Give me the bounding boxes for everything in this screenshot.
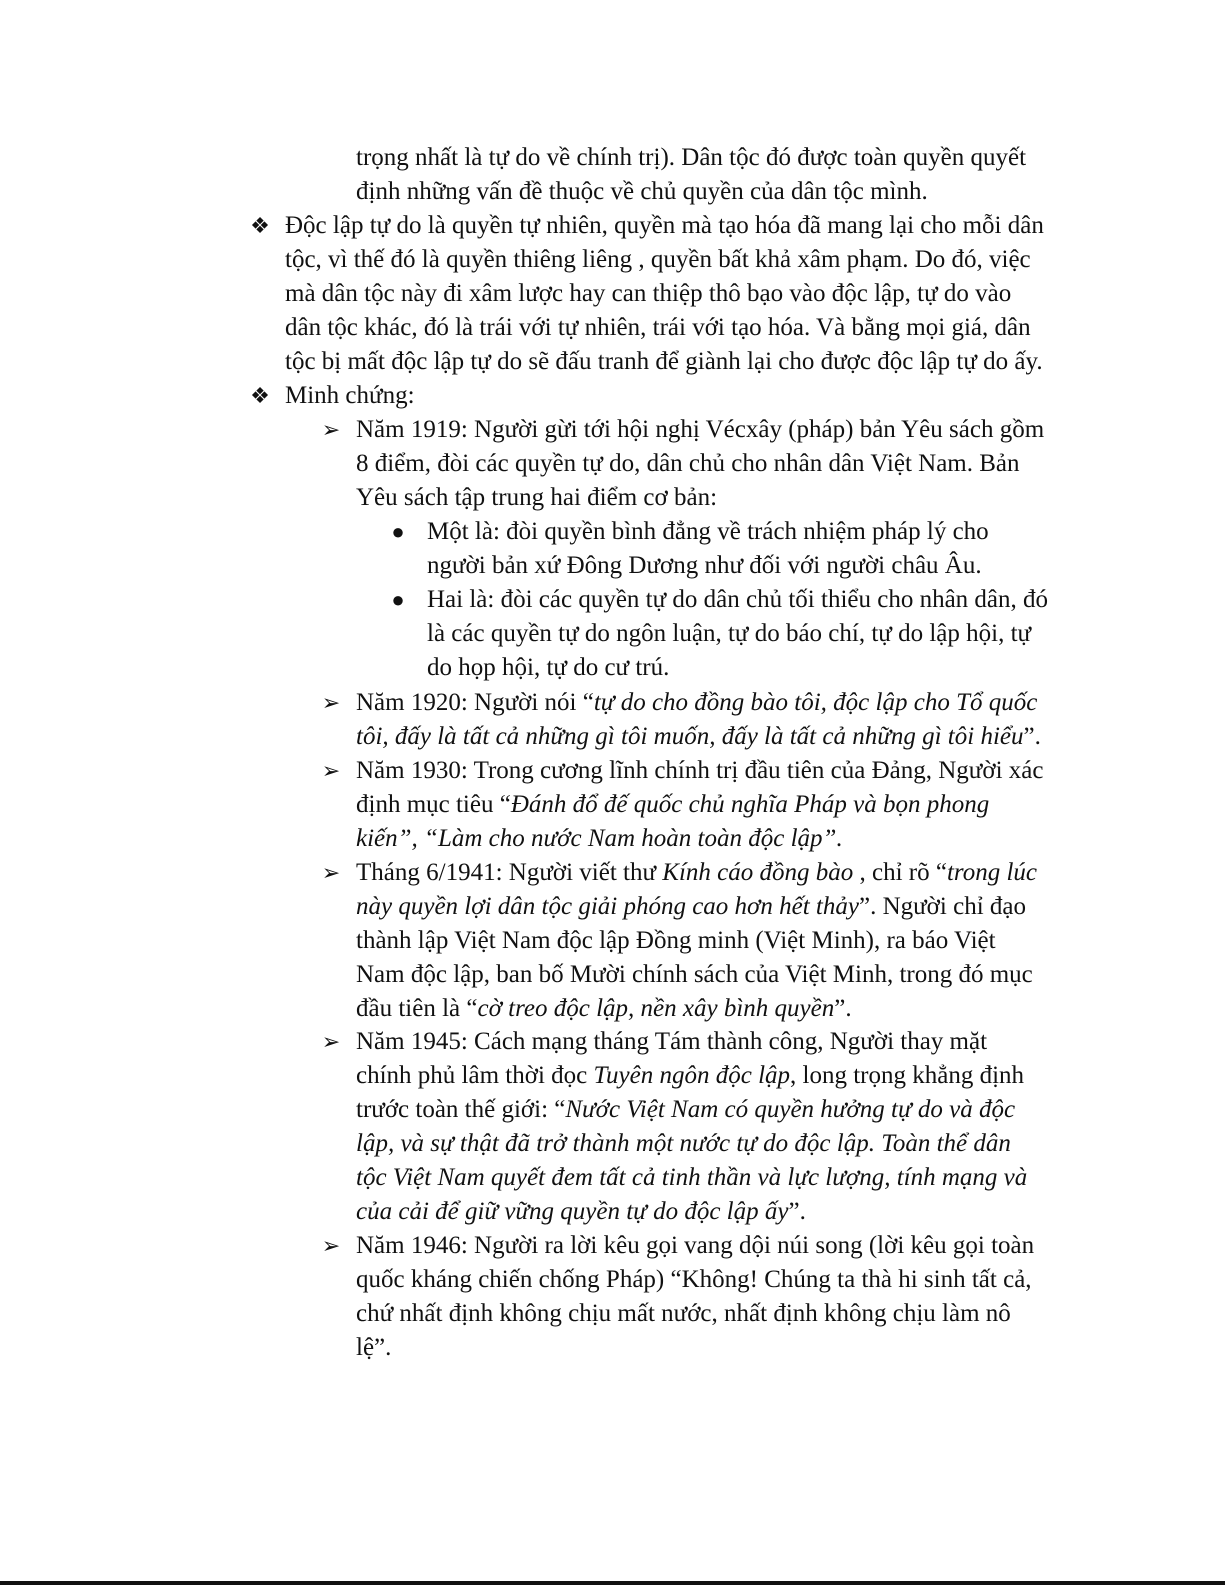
item-1941-text: đầu tiên là “ [356, 995, 478, 1022]
item-1941-text: , chỉ rõ “ [853, 859, 947, 886]
sub-item-2-line-3: do họp hội, tự do cư trú. [427, 654, 670, 681]
item-1945-line-5: tộc Việt Nam quyết đem tất cả tinh thần và lực lượng, tính mạng và [356, 1164, 1028, 1191]
item-1945-line-1: Năm 1945: Cách mạng tháng Tám thành công, Người thay mặt [356, 1028, 988, 1055]
item-1945-text: trước toàn thế giới: “ [356, 1096, 566, 1123]
item-1920-line-2 [356, 720, 1041, 754]
item-1941-line-2 [356, 890, 1026, 924]
item-1930-line-2 [356, 788, 989, 822]
item-1945-title: Tuyên ngôn độc lập [593, 1062, 791, 1089]
item-1919-line-2: 8 điểm, đòi các quyền tự do, dân chủ cho nhân dân Việt Nam. Bản [356, 450, 1020, 477]
item-1941-line-1 [356, 856, 1037, 890]
dot-bullet-icon: ● [391, 519, 405, 544]
item-1941-line-5 [356, 992, 852, 1026]
item-1945-text: chính phủ lâm thời đọc [356, 1062, 594, 1089]
diamond-bullet-icon: ❖ [250, 383, 270, 408]
bullet-1-line-3: mà dân tộc này đi xâm lược hay can thiệp thô bạo vào độc lập, tự do vào [285, 280, 1012, 307]
sub-item-1-line-2: người bản xứ Đông Dương như đối với người châu Âu. [427, 552, 982, 579]
arrow-bullet-icon: ➢ [321, 1233, 341, 1258]
item-1945-line-6 [356, 1195, 806, 1229]
item-1920-quote: tự do cho đồng bào tôi, độc lập cho Tổ quốc [593, 689, 1038, 716]
item-1920-line-1 [356, 686, 1037, 720]
diamond-bullet-icon: ❖ [250, 213, 270, 238]
item-1945-line-2 [356, 1059, 1024, 1093]
continuation-line-2: định những vấn đề thuộc về chủ quyền của dân tộc mình. [356, 178, 928, 205]
item-1945-text: , long trọng khẳng định [790, 1062, 1025, 1089]
item-1919-line-1: Năm 1919: Người gừi tới hội nghị Vécxây (pháp) bản Yêu sách gồm [356, 416, 1045, 443]
arrow-bullet-icon: ➢ [321, 417, 341, 442]
bullet-1-line-2: tộc, vì thế đó là quyền thiêng liêng , quyền bất khả xâm phạm. Do đó, việc [285, 246, 1031, 273]
item-1941-quote: trong lúc [946, 859, 1037, 886]
item-1930-text: định mục tiêu “ [356, 791, 511, 818]
item-1930-line-1: Năm 1930: Trong cương lĩnh chính trị đầu tiên của Đảng, Người xác [356, 757, 1044, 784]
item-1941-title: Kính cáo đồng bào [662, 859, 854, 886]
item-1920-quote: tôi, đấy là tất cả những gì tôi muốn, đấy là tất cả những gì tôi hiểu [356, 723, 1024, 750]
continuation-line-1: trọng nhất là tự do về chính trị). Dân tộc đó được toàn quyền quyết [356, 144, 1027, 171]
sub-item-2-line-1: Hai là: đòi các quyền tự do dân chủ tối thiểu cho nhân dân, đó [427, 586, 1049, 613]
item-1930-line-3: kiến”, “Làm cho nước Nam hoàn toàn độc lập”. [356, 825, 843, 852]
item-1941-quote: này quyền lợi dân tộc giải phóng cao hơn hết thảy [356, 893, 859, 920]
item-1941-line-3: thành lập Việt Nam độc lập Đồng minh (Việt Minh), ra báo Việt [356, 927, 996, 954]
sub-item-2-line-2: là các quyền tự do ngôn luận, tự do báo chí, tự do lập hội, tự [427, 620, 1032, 647]
bullet-1-line-1: Độc lập tự do là quyền tự nhiên, quyền mà tạo hóa đã mang lại cho mỗi dân [285, 212, 1044, 239]
sub-item-1-line-1: Một là: đòi quyền bình đẳng về trách nhiệm pháp lý cho [427, 518, 989, 545]
item-1945-quote: Nước Việt Nam có quyền hưởng tự do và độc [565, 1096, 1016, 1123]
bullet-2-label: Minh chứng: [285, 382, 415, 409]
item-1941-text: ”. Người chỉ đạo [858, 893, 1026, 920]
item-1945-line-4: lập, và sự thật đã trở thành một nước tự do độc lập. Toàn thể dân [356, 1130, 1011, 1157]
arrow-bullet-icon: ➢ [321, 860, 341, 885]
arrow-bullet-icon: ➢ [321, 690, 341, 715]
item-1946-line-2: quốc kháng chiến chống Pháp) “Không! Chúng ta thà hi sinh tất cả, [356, 1266, 1032, 1293]
item-1946-line-4: lệ”. [356, 1334, 392, 1361]
dot-bullet-icon: ● [391, 587, 405, 612]
item-1941-text: ”. [834, 995, 852, 1022]
item-1946-line-1: Năm 1946: Người ra lời kêu gọi vang dội núi song (lời kêu gọi toàn [356, 1232, 1035, 1259]
arrow-bullet-icon: ➢ [321, 1029, 341, 1054]
item-1920-text: ”. [1023, 723, 1041, 750]
item-1941-text: Tháng 6/1941: Người viết thư [356, 859, 663, 886]
item-1945-quote: của cải để giữ vững quyền tự do độc lập ấy [356, 1198, 789, 1225]
bullet-1-line-5: tộc bị mất độc lập tự do sẽ đấu tranh để giành lại cho được độc lập tự do ấy. [285, 348, 1043, 375]
item-1941-quote: cờ treo độc lập, nền xây bình quyền [477, 995, 835, 1022]
bullet-1-line-4: dân tộc khác, đó là trái với tự nhiên, trái với tạo hóa. Và bằng mọi giá, dân [285, 314, 1031, 341]
item-1945-text: ”. [788, 1198, 806, 1225]
item-1919-line-3: Yêu sách tập trung hai điểm cơ bản: [356, 484, 718, 511]
arrow-bullet-icon: ➢ [321, 758, 341, 783]
item-1946-line-3: chứ nhất định không chịu mất nước, nhất định không chịu làm nô [356, 1300, 1011, 1327]
item-1941-line-4: Nam độc lập, ban bố Mười chính sách của Việt Minh, trong đó mục [356, 961, 1033, 988]
item-1920-text: Năm 1920: Người nói “ [356, 689, 594, 716]
page-bottom-border [0, 1581, 1225, 1585]
item-1945-line-3 [356, 1093, 1015, 1127]
item-1930-quote: Đánh đổ đế quốc chủ nghĩa Pháp và bọn phong [510, 791, 990, 818]
